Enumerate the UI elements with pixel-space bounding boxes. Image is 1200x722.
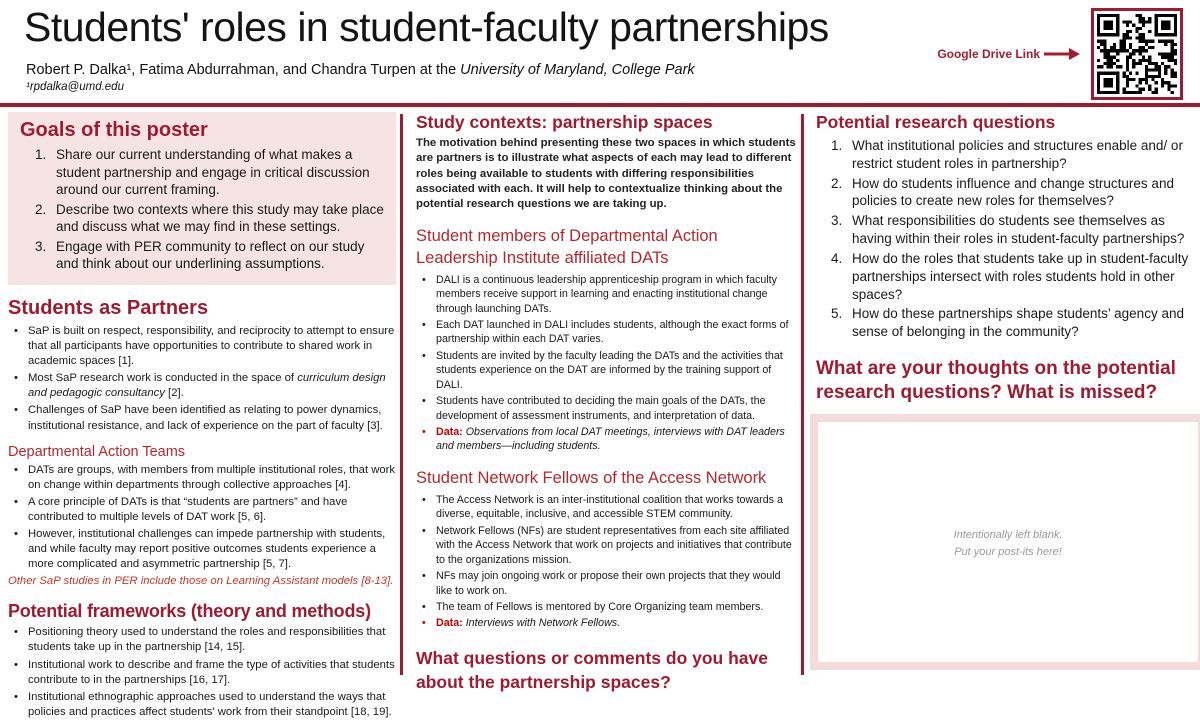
post-its-placeholder xyxy=(954,527,1063,561)
bullet-item: • Institutional ethnographic approaches used to understand the ways that policies and practices affect students' work from their standpoint [18, 19]. xyxy=(8,690,396,720)
poster-title: Students' roles in student-faculty partnerships xyxy=(24,4,829,50)
research-questions-title: Potential research questions xyxy=(816,112,1056,132)
sap-per-note: Other SaP studies in PER include those on Learning Assistant models [8-13]. xyxy=(8,574,394,587)
bullet-item: • Challenges of SaP have been identified as relating to power dynamics, institutional resistance, and lack of experience on the part of faculty [3]. xyxy=(8,403,396,433)
column-divider-right xyxy=(801,114,804,675)
sap-title: Students as Partners xyxy=(8,296,209,319)
dat-subtitle: Departmental Action Teams xyxy=(8,443,186,460)
access-list xyxy=(416,493,796,631)
post-its-box xyxy=(810,414,1200,670)
bullet-item: • However, institutional challenges can impede partnership with students, and while faculty may report positive outcomes students experience a more complicated and asymmetric partnership [5, 7]. xyxy=(8,527,396,572)
goal-item: 1. Share our current understanding of what makes a student partnership and engage in critical discussion around our current framing. xyxy=(50,146,386,199)
bullet-item: • Institutional work to describe and frame the type of activities that students contribute to in the partnerships [16, 17]. xyxy=(8,658,396,688)
bullet-item: • NFs may join ongoing work or propose their own projects that they would like to work on. xyxy=(416,569,796,598)
right-arrow-icon xyxy=(1044,47,1080,61)
bullet-item: • SaP is built on respect, responsibility, and reciprocity to attempt to ensure that all participants have opportunities to contribute to shared work in academic spaces [1]. xyxy=(8,324,396,369)
bullet-item: • A core principle of DATs is that “students are partners” and have contributed to multiple levels of DAT work [5, 6]. xyxy=(8,495,396,525)
bullet-item: • Students have contributed to deciding the main goals of the DATs, the development of assessment instruments, and interpretation of data. xyxy=(416,394,796,423)
partnership-spaces-question: What questions or comments do you have about the partnership spaces? xyxy=(416,647,768,692)
goals-title: Goals of this poster xyxy=(20,119,208,141)
frameworks-list xyxy=(8,625,396,720)
goals-box xyxy=(8,112,396,285)
data-bullet-item: • Data: Interviews with Network Fellows. xyxy=(416,616,796,630)
left-column xyxy=(8,112,396,722)
frameworks-title: Potential frameworks (theory and methods) xyxy=(8,600,371,621)
research-question-item: 5. How do these partnerships shape students’ agency and sense of belonging in the community? xyxy=(846,305,1193,341)
google-drive-link-label[interactable]: Google Drive Link xyxy=(937,47,1040,61)
bullet-item: • Positioning theory used to understand the roles and responsibilities that students take up in the partnership [14, 15]. xyxy=(8,625,396,655)
dat-list xyxy=(8,463,396,573)
sap-list xyxy=(8,324,396,434)
bullet-item: • Each DAT launched in DALI includes students, although the exact forms of partnership within each DAT varies. xyxy=(416,318,796,347)
middle-column xyxy=(416,112,796,694)
qr-caption xyxy=(937,47,1080,61)
research-question-item: 3. What responsibilities do students see themselves as having within their roles in student-faculty partnerships? xyxy=(846,212,1193,248)
research-question-item: 1. What institutional policies and structures enable and/ or restrict student roles in partnership? xyxy=(846,137,1193,173)
data-bullet-item: • Data: Observations from local DAT meetings, interviews with DAT leaders and members—including students. xyxy=(416,425,796,454)
bullet-item: • Students are invited by the faculty leading the DATs and the activities that students experience on the DAT are informed by the training support of DALI. xyxy=(416,349,796,392)
bullet-item: • Most SaP research work is conducted in the space of curriculum design and pedagogic consultancy [2]. xyxy=(8,371,396,401)
author-email: ¹rpdalka@umd.edu xyxy=(26,81,124,93)
goal-item: 3. Engage with PER community to reflect on our study and think about our underlining assumptions. xyxy=(50,238,386,273)
bullet-item: • The Access Network is an inter-institutional coalition that works towards a diverse, equitable, inclusive, and accessible STEM community. xyxy=(416,493,796,522)
research-question-item: 2. How do students influence and change structures and policies to create new roles for themselves? xyxy=(846,175,1193,211)
bullet-item: • The team of Fellows is mentored by Core Organizing team members. xyxy=(416,600,796,614)
authors-byline: Robert P. Dalka¹, Fatima Abdurrahman, and Chandra Turpen at the University of Maryland, College Park xyxy=(26,62,695,78)
post-its-line2: Put your post-its here! xyxy=(954,546,1062,559)
bullet-item: • DATs are groups, with members from multiple institutional roles, that work on change within departments through collective approaches [4]. xyxy=(8,463,396,493)
study-contexts-title: Study contexts: partnership spaces xyxy=(416,112,713,132)
bullet-item: • Network Fellows (NFs) are student representatives from each site affiliated with the Access Network that work on projects and initiatives that contribute to the organizations mission. xyxy=(416,524,796,567)
goals-list xyxy=(20,146,386,273)
header-divider xyxy=(0,103,1200,107)
column-divider-left xyxy=(400,114,403,675)
research-questions-list xyxy=(816,137,1193,341)
thoughts-question: What are your thoughts on the potential research questions? What is missed? xyxy=(816,357,1176,403)
dali-list xyxy=(416,273,796,454)
goal-item: 2. Describe two contexts where this study may take place and discuss what we may find in these settings. xyxy=(50,201,386,236)
qr-code[interactable] xyxy=(1091,8,1183,100)
research-question-item: 4. How do the roles that students take up in student-faculty partnerships intersect with roles students hold in other spaces? xyxy=(846,250,1193,303)
right-column xyxy=(816,112,1193,670)
study-contexts-intro: The motivation behind presenting these two spaces in which students are partners is to illustrate what aspects of each may lead to different roles being available to students with differing responsibilities associated with each. It will help to contextualize thinking about the potential research questions we are taking up. xyxy=(416,137,796,211)
bullet-item: • DALI is a continuous leadership apprenticeship program in which faculty members receive support in learning and enacting institutional change through launching DATs. xyxy=(416,273,796,316)
post-its-line1: Intentionally left blank. xyxy=(953,529,1063,542)
access-section-title: Student Network Fellows of the Access Network xyxy=(416,468,767,487)
dali-section-title: Student members of Departmental Action Leadership Institute affiliated DATs xyxy=(416,227,718,267)
